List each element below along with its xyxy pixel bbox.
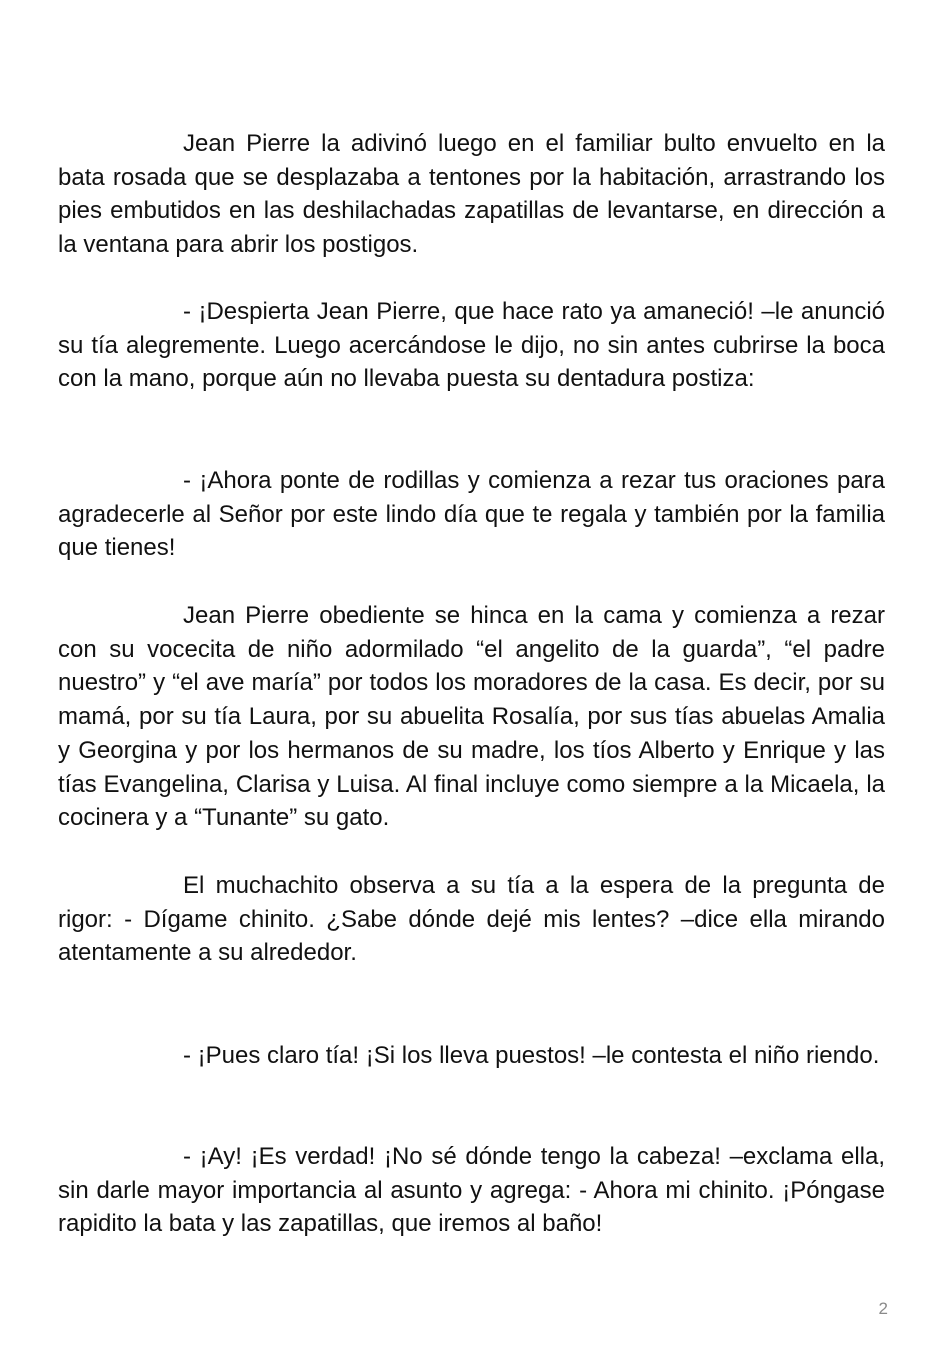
paragraph-2: - ¡Despierta Jean Pierre, que hace rato ya amaneció! –le anunció su tía alegremente. Luego acercándose le dijo, no sin antes cubrirse la boca con la mano, porque aún no llevaba puesta su dentadura postiza: [58,298,885,393]
paragraph-6: - ¡Pues claro tía! ¡Si los lleva puestos! –le contesta el niño riendo. [183,1042,880,1069]
paragraph-4: Jean Pierre obediente se hinca en la cama y comienza a rezar con su vocecita de niño adormilado “el angelito de la guarda”, “el padre nuestro” y “el ave maría” por todos los moradores de la casa. Es decir, por su mamá, por su tía Laura, por su abuelita Rosalía, por sus tías abuelas Amalia y Georgina y por los hermanos de su madre, los tíos Alberto y Enrique y las tías Evangelina, Clarisa y Luisa. Al final incluye como siempre a la Micaela, la cocinera y a “Tunante” su gato. [58,602,885,832]
paragraph-7: - ¡Ay! ¡Es verdad! ¡No sé dónde tengo la cabeza! –exclama ella, sin darle mayor importancia al asunto y agrega: - Ahora mi chinito. ¡Póngase rapidito la bata y las zapatillas, que iremos al baño! [58,1143,885,1238]
paragraph-3: - ¡Ahora ponte de rodillas y comienza a rezar tus oraciones para agradecerle al Señor por este lindo día que te regala y también por la familia que tienes! [58,467,885,562]
page-number: 2 [878,1299,888,1318]
paragraph-1: Jean Pierre la adivinó luego en el familiar bulto envuelto en la bata rosada que se desplazaba a tentones por la habitación, arrastrando los pies embutidos en las deshilachadas zapatillas de levantarse, en dirección a la ventana para abrir los postigos. [58,130,885,259]
paragraph-5: El muchachito observa a su tía a la espera de la pregunta de rigor: - Dígame chinito. ¿Sabe dónde dejé mis lentes? –dice ella mirando atentamente a su alrededor. [58,872,885,967]
